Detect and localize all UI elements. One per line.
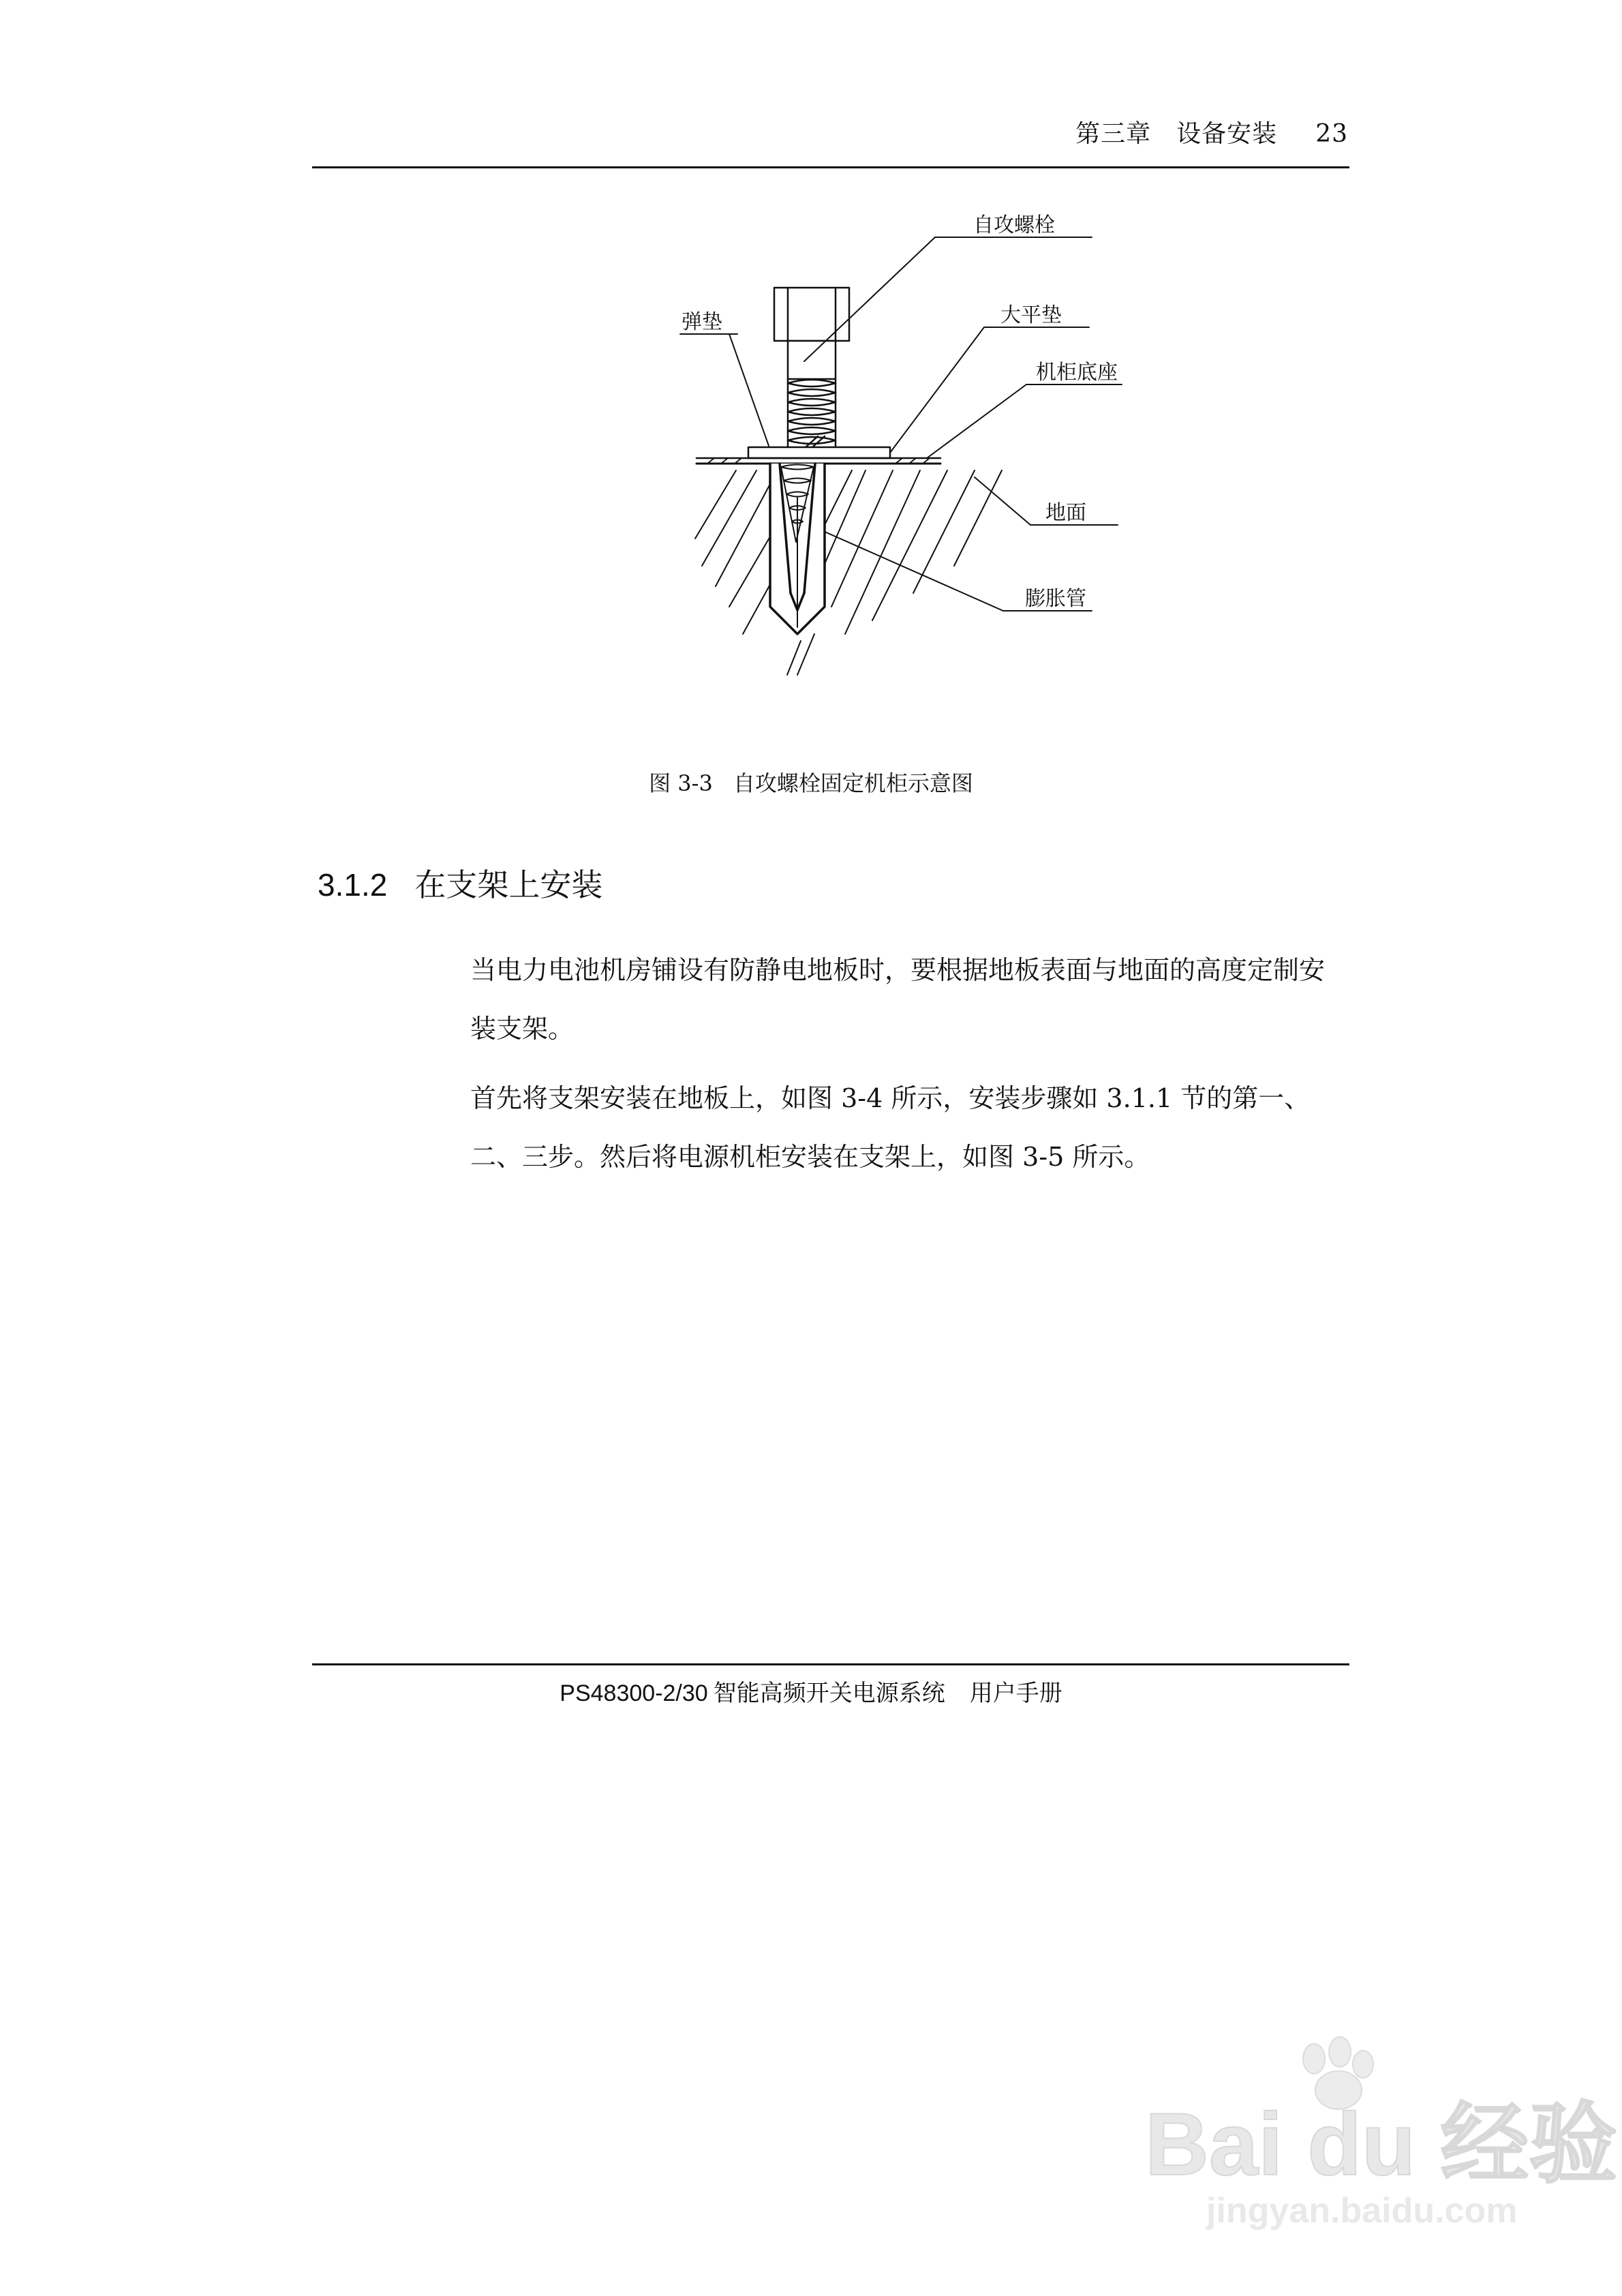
leader-cabinet-base	[927, 384, 1026, 458]
running-footer	[0, 1674, 1622, 1708]
bolt-diagram	[654, 198, 1145, 729]
leader-spring-washer	[729, 334, 769, 446]
bolt-head	[774, 288, 849, 341]
bolt-shank	[788, 341, 836, 379]
spring-coil	[788, 379, 836, 447]
leader-lines	[680, 237, 1122, 611]
footer-manual: 用户手册	[969, 1680, 1062, 1707]
paragraph-1: 当电力电池机房铺设有防静电地板时，要根据地板表面与地面的高度定制安装支架。	[470, 955, 1326, 1044]
section-number: 3.1.2	[318, 867, 388, 903]
baidu-watermark	[1131, 2031, 1618, 2236]
watermark-graphic	[1131, 2031, 1618, 2236]
label-cabinet-base: 机柜底座	[1036, 361, 1118, 384]
watermark-url: jingyan.baidu.com	[1206, 2191, 1518, 2231]
header-chapter: 第三章 设备安装	[1075, 120, 1278, 148]
label-expansion-tube: 膨胀管	[1025, 587, 1086, 611]
footer-rule	[312, 1663, 1349, 1665]
page-number: 23	[1315, 120, 1348, 148]
paragraph-2: 首先将支架安装在地板上，如图 3-4 所示，安装步骤如 3.1.1 节的第一、二、三步。然后将电源机柜安装在支架上，如图 3-5 所示。	[470, 1083, 1311, 1172]
header-rule	[312, 166, 1349, 168]
caption-number: 图 3-3	[649, 770, 713, 796]
ground-hatch	[695, 470, 1002, 675]
footer-model: PS48300-2/30	[560, 1680, 708, 1706]
running-header	[1075, 115, 1348, 149]
expansion-tube	[770, 464, 825, 634]
leader-flat-washer	[890, 327, 984, 453]
bolt-diagram-figure	[654, 198, 1145, 729]
caption-title: 自攻螺栓固定机柜示意图	[733, 770, 973, 796]
label-ground: 地面	[1045, 501, 1086, 525]
label-large-flat-washer: 大平垫	[1000, 303, 1062, 327]
leader-ground	[975, 477, 1030, 525]
figure-caption	[0, 766, 1622, 798]
label-spring-washer: 弹垫	[682, 310, 722, 334]
footer-title: 智能高频开关电源系统	[713, 1680, 945, 1707]
label-self-tapping-bolt: 自攻螺栓	[973, 213, 1055, 237]
watermark-brand: Bai du 经验	[1145, 2094, 1618, 2194]
section-title: 在支架上安装	[414, 866, 603, 903]
section-heading	[318, 860, 602, 905]
leader-expansion-tube	[825, 532, 1003, 611]
flat-washer	[748, 447, 890, 458]
